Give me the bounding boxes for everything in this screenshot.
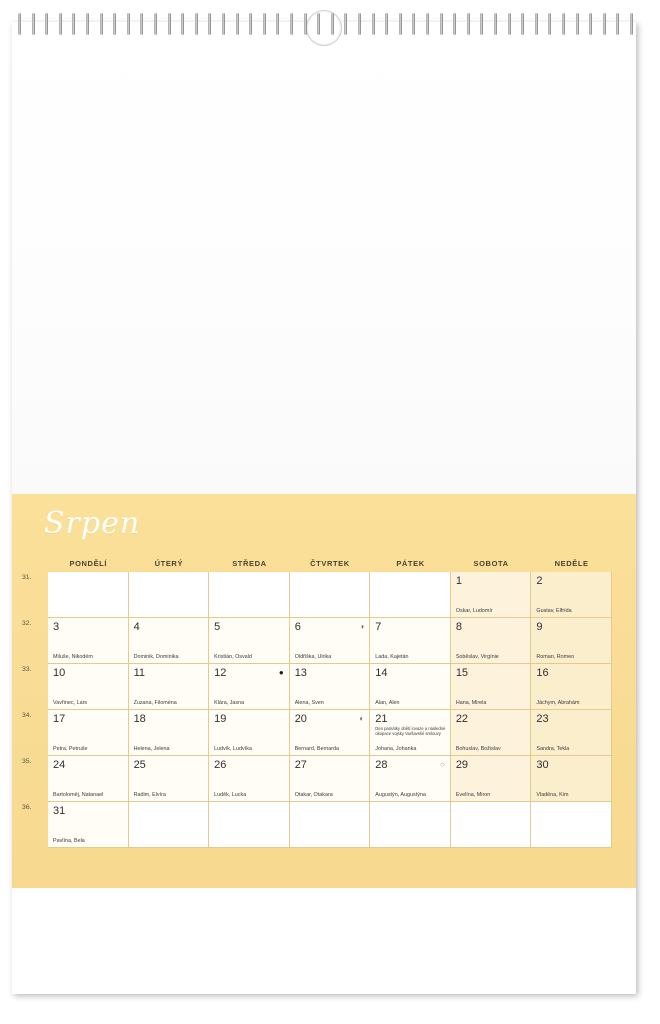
day-cell[interactable] (129, 802, 210, 848)
day-number: 10 (53, 667, 66, 679)
spiral-coil (195, 13, 198, 35)
day-number: 20 (294, 713, 307, 725)
calendar-sheet (12, 22, 636, 994)
day-cell[interactable] (129, 618, 210, 664)
spiral-coil (168, 13, 171, 35)
spiral-coil (576, 13, 579, 35)
spiral-coil (535, 13, 538, 35)
day-number: 4 (133, 621, 140, 633)
day-cell[interactable] (129, 756, 210, 802)
spiral-coil (304, 13, 307, 35)
week-number: 33. (22, 666, 32, 673)
name-day: Radim, Elvíra (133, 791, 166, 798)
day-cell[interactable] (209, 664, 290, 710)
name-day: Jáchym, Abrahám (536, 699, 580, 706)
month-title: Srpen (44, 506, 141, 541)
week-number: 36. (22, 804, 32, 811)
spiral-coil (630, 13, 633, 35)
weekday-header-wednesday: STŘEDA (232, 558, 267, 568)
spiral-coil (113, 13, 116, 35)
spiral-coil (45, 13, 48, 35)
spiral-coil (372, 13, 375, 35)
name-day: Petra, Petruše (53, 745, 88, 752)
day-cell[interactable] (48, 802, 129, 848)
name-day: Roman, Romeo (536, 653, 575, 660)
day-number: 16 (536, 667, 549, 679)
name-day: Miluše, Nikodém (53, 653, 93, 660)
day-number: 7 (375, 621, 382, 633)
day-number: 29 (455, 759, 469, 771)
name-day: Kristián, Osvald (214, 653, 252, 660)
name-day: Dominik, Dominika (133, 653, 179, 660)
spiral-coil (603, 13, 606, 35)
day-cell[interactable] (370, 572, 451, 618)
day-cell[interactable] (209, 710, 290, 756)
weekday-header-row (48, 554, 612, 572)
spiral-coil (453, 13, 456, 35)
day-cell[interactable] (209, 802, 290, 848)
spiral-coil (222, 13, 225, 35)
day-number: 15 (455, 667, 469, 679)
day-number: 13 (294, 667, 307, 679)
spiral-coil (290, 13, 293, 35)
day-cell[interactable] (209, 618, 290, 664)
spiral-coil (276, 13, 279, 35)
day-cell[interactable] (531, 710, 612, 756)
day-cell[interactable] (290, 756, 371, 802)
spiral-coil (412, 13, 415, 35)
name-day: Oskar, Ludomír (455, 607, 493, 614)
photo-area (12, 22, 636, 494)
weekday-header-friday: PÁTEK (396, 558, 425, 568)
day-cell[interactable] (290, 802, 371, 848)
day-number: 27 (294, 759, 307, 771)
spiral-coil (480, 13, 483, 35)
weekday-header-tuesday: ÚTERÝ (154, 558, 184, 568)
spiral-coil (154, 13, 157, 35)
day-cell[interactable] (370, 710, 451, 756)
day-number: 5 (214, 621, 221, 633)
spiral-coil (18, 13, 21, 35)
day-number: 21 (375, 713, 388, 725)
day-cell[interactable] (129, 710, 210, 756)
day-cell[interactable] (531, 802, 612, 848)
day-cell[interactable] (290, 572, 371, 618)
day-number: 14 (375, 667, 388, 679)
day-number: 8 (455, 621, 462, 633)
spiral-coil (249, 13, 252, 35)
weekday-header-saturday: SOBOTA (473, 558, 509, 568)
week-row (22, 802, 612, 848)
week-number: 35. (22, 758, 32, 765)
week-row (22, 710, 612, 756)
day-cell[interactable] (290, 618, 371, 664)
day-cell[interactable] (531, 756, 612, 802)
name-day: Hana, Mirela (455, 699, 487, 706)
day-number: 26 (214, 759, 227, 771)
day-cell[interactable] (451, 802, 532, 848)
week-number: 31. (22, 574, 32, 581)
spiral-coil (385, 13, 388, 35)
name-day: Alena, Sven (294, 699, 324, 706)
week-row (22, 618, 612, 664)
name-day: Helena, Jelena (133, 745, 170, 752)
weekday-header-thursday: ČTVRTEK (310, 558, 350, 568)
day-number: 23 (536, 713, 549, 725)
day-cell[interactable] (531, 572, 612, 618)
day-cell[interactable] (531, 618, 612, 664)
name-day: Bartoloměj, Natanael (53, 791, 104, 798)
name-day: Bohuslav, Božislav (455, 745, 501, 752)
day-cell[interactable] (370, 618, 451, 664)
spiral-coil (236, 13, 239, 35)
name-day: Evelína, Miron (455, 791, 491, 798)
day-cell[interactable] (451, 572, 532, 618)
spiral-coil (181, 13, 184, 35)
moon-phase-last-quarter-icon: ◑ (359, 622, 365, 631)
name-day: Pavlína, Bela (53, 837, 85, 844)
moon-phase-full-moon-icon: ○ (439, 760, 445, 769)
day-cell[interactable] (48, 756, 129, 802)
day-number: 12 (214, 667, 227, 679)
day-cell[interactable] (48, 710, 129, 756)
name-day: Augustýn, Augustýna (375, 791, 426, 798)
spiral-coil (32, 13, 35, 35)
name-day: Sandra, Tekla (536, 745, 570, 752)
moon-phase-first-quarter-icon: ◐ (359, 714, 365, 723)
week-number: 34. (22, 712, 32, 719)
spiral-coil (562, 13, 565, 35)
spiral-coil (263, 13, 266, 35)
day-cell[interactable] (451, 756, 532, 802)
spiral-coil (208, 13, 211, 35)
name-day: Gustav, Elfrída (536, 607, 572, 614)
spiral-coil (140, 13, 143, 35)
name-day: Alan, Alen (375, 699, 400, 706)
day-number: 19 (214, 713, 227, 725)
week-number: 32. (22, 620, 32, 627)
name-day: Klára, Jasna (214, 699, 245, 706)
spiral-coil (494, 13, 497, 35)
spiral-coil (127, 13, 130, 35)
spiral-coil (358, 13, 361, 35)
day-number: 24 (53, 759, 66, 771)
spiral-coil (86, 13, 89, 35)
name-day: Bernard, Bernarda (294, 745, 340, 752)
day-number: 2 (536, 575, 543, 587)
spiral-coil (317, 13, 320, 35)
sheet-bottom-margin (12, 888, 636, 994)
day-number: 6 (294, 621, 301, 633)
spiral-coil (344, 13, 347, 35)
name-day: Luděk, Lucka (214, 791, 247, 798)
spiral-binding (12, 10, 636, 38)
day-cell[interactable] (531, 664, 612, 710)
spiral-coil (616, 13, 619, 35)
day-number: 11 (133, 667, 145, 679)
day-cell[interactable] (451, 710, 532, 756)
name-day: Vladěna, Kim (536, 791, 569, 798)
spiral-coil (521, 13, 524, 35)
week-row (22, 572, 612, 618)
day-number: 31 (53, 805, 66, 817)
name-day: Oldřiška, Ulrika (294, 653, 332, 660)
week-row (22, 664, 612, 710)
day-number: 18 (133, 713, 146, 725)
name-day: Otakar, Otakara (294, 791, 333, 798)
spiral-coil (331, 13, 334, 35)
day-cell[interactable] (129, 664, 210, 710)
name-day: Johana, Johanka (375, 745, 417, 752)
week-row (22, 756, 612, 802)
spiral-coil (426, 13, 429, 35)
spiral-coil (399, 13, 402, 35)
calendar-block (12, 494, 636, 888)
day-cell[interactable] (290, 710, 371, 756)
day-cell[interactable] (451, 664, 532, 710)
day-number: 1 (455, 575, 462, 587)
spiral-coil (72, 13, 75, 35)
name-day: Ludvík, Ludvíka (214, 745, 252, 752)
name-day: Zuzana, Filoména (133, 699, 177, 706)
day-cell[interactable] (209, 756, 290, 802)
spiral-coil (589, 13, 592, 35)
calendar-grid (22, 554, 612, 848)
weekday-header-monday: PONDĚLÍ (69, 558, 108, 568)
day-number: 9 (536, 621, 543, 633)
spiral-coil (467, 13, 470, 35)
spiral-coil (59, 13, 62, 35)
spiral-coil (548, 13, 551, 35)
day-cell[interactable] (290, 664, 371, 710)
name-day: Vavřinec, Lars (53, 699, 88, 706)
day-cell[interactable] (209, 572, 290, 618)
day-cell[interactable] (451, 618, 532, 664)
day-number: 17 (53, 713, 66, 725)
day-number: 28 (375, 759, 388, 771)
day-number: 3 (53, 621, 60, 633)
day-cell[interactable] (370, 664, 451, 710)
moon-phase-new-moon-icon: ● (278, 668, 284, 677)
holiday-label: Den památky obětí invaze a následné okupace vojsky Varšavské smlouvy (375, 726, 446, 737)
day-cell[interactable] (48, 664, 129, 710)
weekday-header-sunday: NEDĚLE (554, 558, 589, 568)
day-cell[interactable] (370, 802, 451, 848)
name-day: Soběslav, Virgínie (455, 653, 499, 660)
day-number: 25 (133, 759, 146, 771)
name-day: Lada, Kajetán (375, 653, 409, 660)
day-cell[interactable] (48, 572, 129, 618)
spiral-coil (440, 13, 443, 35)
hanger-hole (306, 10, 342, 46)
spiral-coil (100, 13, 103, 35)
day-cell[interactable] (370, 756, 451, 802)
day-cell[interactable] (48, 618, 129, 664)
day-number: 30 (536, 759, 549, 771)
day-number: 22 (455, 713, 469, 725)
spiral-coil (508, 13, 511, 35)
day-cell[interactable] (129, 572, 210, 618)
